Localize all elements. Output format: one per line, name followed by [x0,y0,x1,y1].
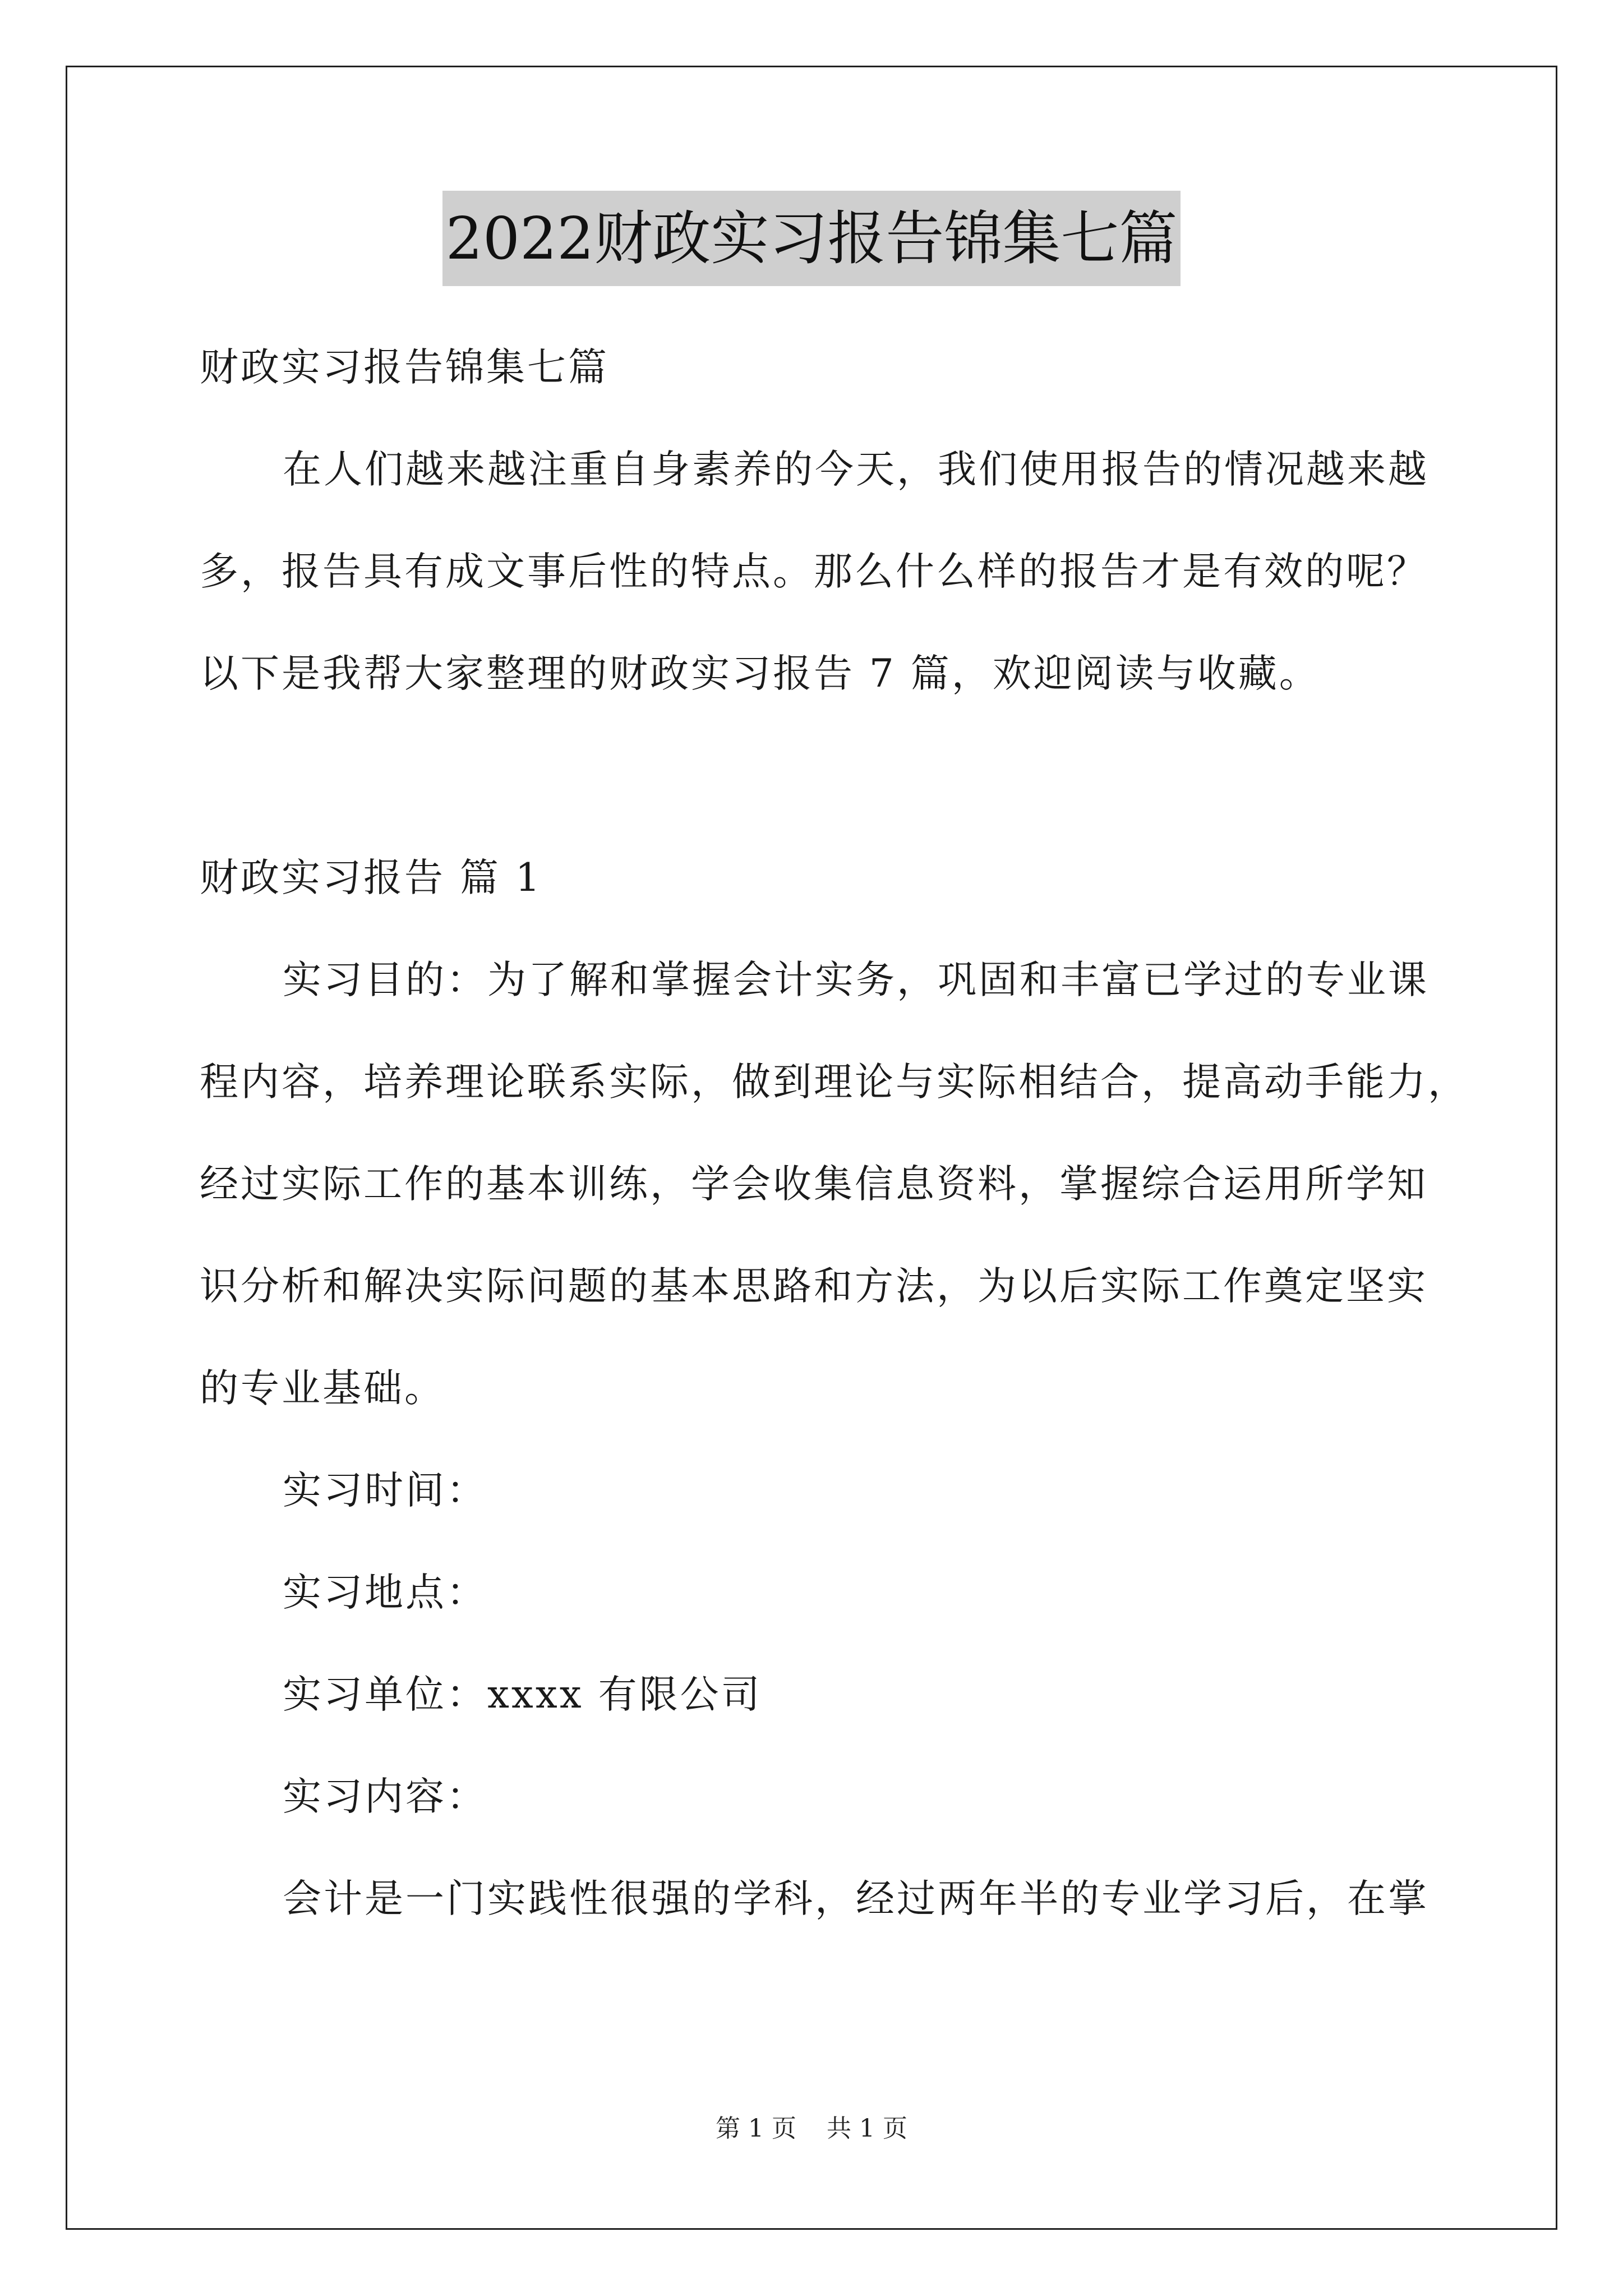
intro-line: 以下是我帮大家整理的财政实习报告 7 篇，欢迎阅读与收藏。 [200,651,1320,696]
purpose-line: 程内容，培养理论联系实际，做到理论与实际相结合，提高动手能力， [200,1060,1469,1105]
time-label: 实习时间： [283,1468,487,1513]
purpose-line: 识分析和解决实际问题的基本思路和方法，为以后实际工作奠定坚实 [200,1264,1428,1309]
section-heading: 财政实习报告 篇 1 [200,855,542,900]
title-block [0,191,1623,286]
purpose-line: 实习目的：为了解和掌握会计实务，巩固和丰富已学过的专业课 [283,958,1429,1002]
place-label: 实习地点： [283,1570,487,1615]
page-footer [0,2108,1623,2144]
purpose-line: 经过实际工作的基本训练，学会收集信息资料，掌握综合运用所学知 [200,1162,1428,1207]
document-title: 2022财政实习报告锦集七篇 [442,191,1181,286]
content-label: 实习内容： [283,1774,487,1819]
intro-line: 多，报告具有成文事后性的特点。那么什么样的报告才是有效的呢？ [200,549,1428,594]
unit-label: 实习单位：xxxx 有限公司 [283,1672,762,1717]
page-total: 共 1 页 [827,2114,907,2143]
body-line: 会计是一门实践性很强的学科，经过两年半的专业学习后，在掌 [283,1876,1429,1921]
subtitle: 财政实习报告锦集七篇 [200,345,609,390]
purpose-line: 的专业基础。 [200,1366,445,1411]
page-number: 第 1 页 [716,2114,796,2143]
intro-line: 在人们越来越注重自身素养的今天，我们使用报告的情况越来越 [283,447,1429,492]
